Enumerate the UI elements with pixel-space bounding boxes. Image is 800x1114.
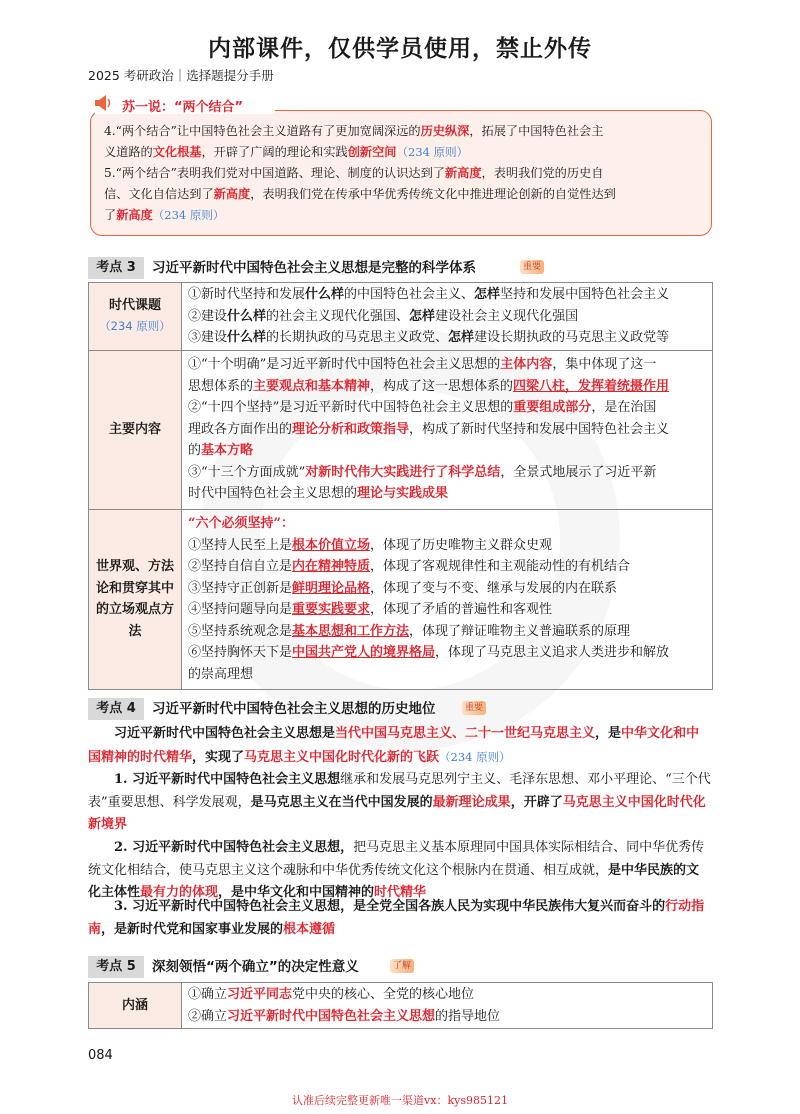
list-item: ①坚持人民至上是根本价值立场，体现了历史唯物主义群众史观 [188,537,553,553]
list-item: ②坚持自信自立是内在精神特质，体现了客观规律性和主观能动性的有机结合 [188,559,631,574]
list-item: ②确立习近平新时代中国特色社会主义思想的指导地位 [188,1008,501,1024]
row-body-era-topic [182,283,713,351]
book-header: 2025 考研政治｜选择题提分手册 [88,68,274,83]
page-banner-title: 内部课件，仅供学员使用，禁止外传 [208,36,592,62]
table-row [89,283,713,351]
callout-line-2: 义道路的文化根基，开辟了广阔的理论和实践创新空间（234 原则） [104,145,469,159]
row-label-connotation: 内涵 [89,983,182,1029]
list-item: ②建设什么样的社会主义现代化强国、怎样建设社会主义现代化强国 [188,308,579,324]
list-item: ①新时代坚持和发展什么样的中国特色社会主义、怎样坚持和发展中国特色社会主义 [188,287,670,302]
section-4-paragraph-3: 3. 习近平新时代中国特色社会主义思想，是全党全国各族人民为实现中华民族伟大复兴而奋斗的行动指南，是新时代党和国家事业发展的根本遵循 [88,899,705,937]
section-4-heading [88,698,712,720]
understand-badge: 了解 [390,959,414,973]
row-body-worldview [182,509,713,689]
callout-line-5: 了新高度（234 原则） [104,208,225,222]
list-item: ⑥坚持胸怀天下是中国共产党人的境界格局，体现了马克思主义追求人类进步和解放 [188,645,670,660]
section-3-table [88,282,713,690]
section-3-heading [88,257,712,279]
callout-title: 苏一说：“两个结合” [122,100,244,115]
section-3-tag: 考点 3 [88,257,144,279]
list-item: ③“十三个方面成就”对新时代伟大实践进行了科学总结，全景式地展示了习近平新 [188,464,657,480]
list-item: 理政各方面作出的理论分析和政策指导，构成了新时代坚持和发展中国特色社会主义 [188,421,670,437]
list-item: ③建设什么样的长期执政的马克思主义政党、怎样建设长期执政的马克思主义政党等 [188,330,670,345]
section-4-paragraph-2: 2. 习近平新时代中国特色社会主义思想，把马克思主义基本原理同中国具体实际相结合、同中华优秀传统文化相结合，使马克思主义这个魂脉和中华优秀传统文化这个根脉内在贯通、相互成就，是中华民族的文化主体性最有力的体现，是中华文化和中国精神的时代精华 [88,840,705,900]
row-body-connotation [182,983,713,1029]
section-5-table [88,982,713,1029]
section-4-intro: 习近平新时代中国特色社会主义思想是当代中国马克思主义、二十一世纪马克思主义，是中华文化和中国精神的时代精华，实现了马克思主义中国化时代化新的飞跃（234 原则） [88,726,700,765]
section-4-paragraph-1: 1. 习近平新时代中国特色社会主义思想继承和发展马克思列宁主义、毛泽东思想、邓小平理论、“三个代表”重要思想、科学发展观，是马克思主义在当代中国发展的最新理论成果，开辟了马克思主义中国化时代化新境界 [88,772,711,832]
list-item: 思想体系的主要观点和基本精神，构成了这一思想体系的四梁八柱，发挥着统摄作用 [188,378,670,394]
table-row [89,983,713,1029]
row-label-main-content: 主要内容 [89,350,182,509]
important-badge: 重要 [462,701,486,715]
callout-line-1: 4.“两个结合”让中国特色社会主义道路有了更加宽阔深远的历史纵深，拓展了中国特色社会主 [104,124,604,138]
list-item: ③坚持守正创新是鲜明理论品格，体现了变与不变、继承与发展的内在联系 [188,580,618,596]
section-5-heading [88,956,712,978]
table-row [89,509,713,689]
section-3-title: 习近平新时代中国特色社会主义思想是完整的科学体系 [152,260,476,276]
callout-line-4: 信、文化自信达到了新高度，表明我们党在传承中华优秀传统文化中推进理论创新的自觉性达到 [104,187,616,201]
row-label-worldview: 世界观、方法论和贯穿其中的立场观点方法 [89,509,182,689]
section-5-title: 深刻领悟“两个确立”的决定性意义 [152,959,359,975]
page-number: 084 [88,1048,113,1063]
list-item: ④坚持问题导向是重要实践要求，体现了矛盾的普遍性和客观性 [188,602,553,617]
list-item: ①“十个明确”是习近平新时代中国特色社会主义思想的主体内容，集中体现了这一 [188,357,657,373]
table-row [89,350,713,509]
list-item: ⑤坚持系统观念是基本思想和工作方法，体现了辩证唯物主义普遍联系的原理 [188,623,631,639]
list-item: 时代中国特色社会主义思想的理论与实践成果 [188,486,449,502]
row-body-main-content [182,350,713,509]
row-label-era-topic [89,283,182,351]
list-item: 的基本方略 [188,443,254,459]
megaphone-icon [92,94,114,112]
list-item: 的崇高理想 [188,666,254,682]
list-item: ②“十四个坚持”是习近平新时代中国特色社会主义思想的重要组成部分，是在治国 [188,400,657,416]
list-heading: “六个必须坚持”： [188,516,294,531]
row-label-text: 时代课题 [108,297,161,313]
callout-line-3: 5.“两个结合”表明我们党对中国道路、理论、制度的认识达到了新高度，表明我们党的历史自 [104,166,604,180]
ref-note: （234 原则） [99,319,171,334]
list-item: ①确立习近平同志党中央的核心、全党的核心地位 [188,987,475,1002]
section-4-tag: 考点 4 [88,698,144,720]
important-badge: 重要 [520,260,544,274]
footer-notice: 认准后续完整更新唯一渠道vx：kys985121 [292,1094,508,1107]
section-5-tag: 考点 5 [88,956,144,978]
section-4-title: 习近平新时代中国特色社会主义思想的历史地位 [152,701,436,717]
